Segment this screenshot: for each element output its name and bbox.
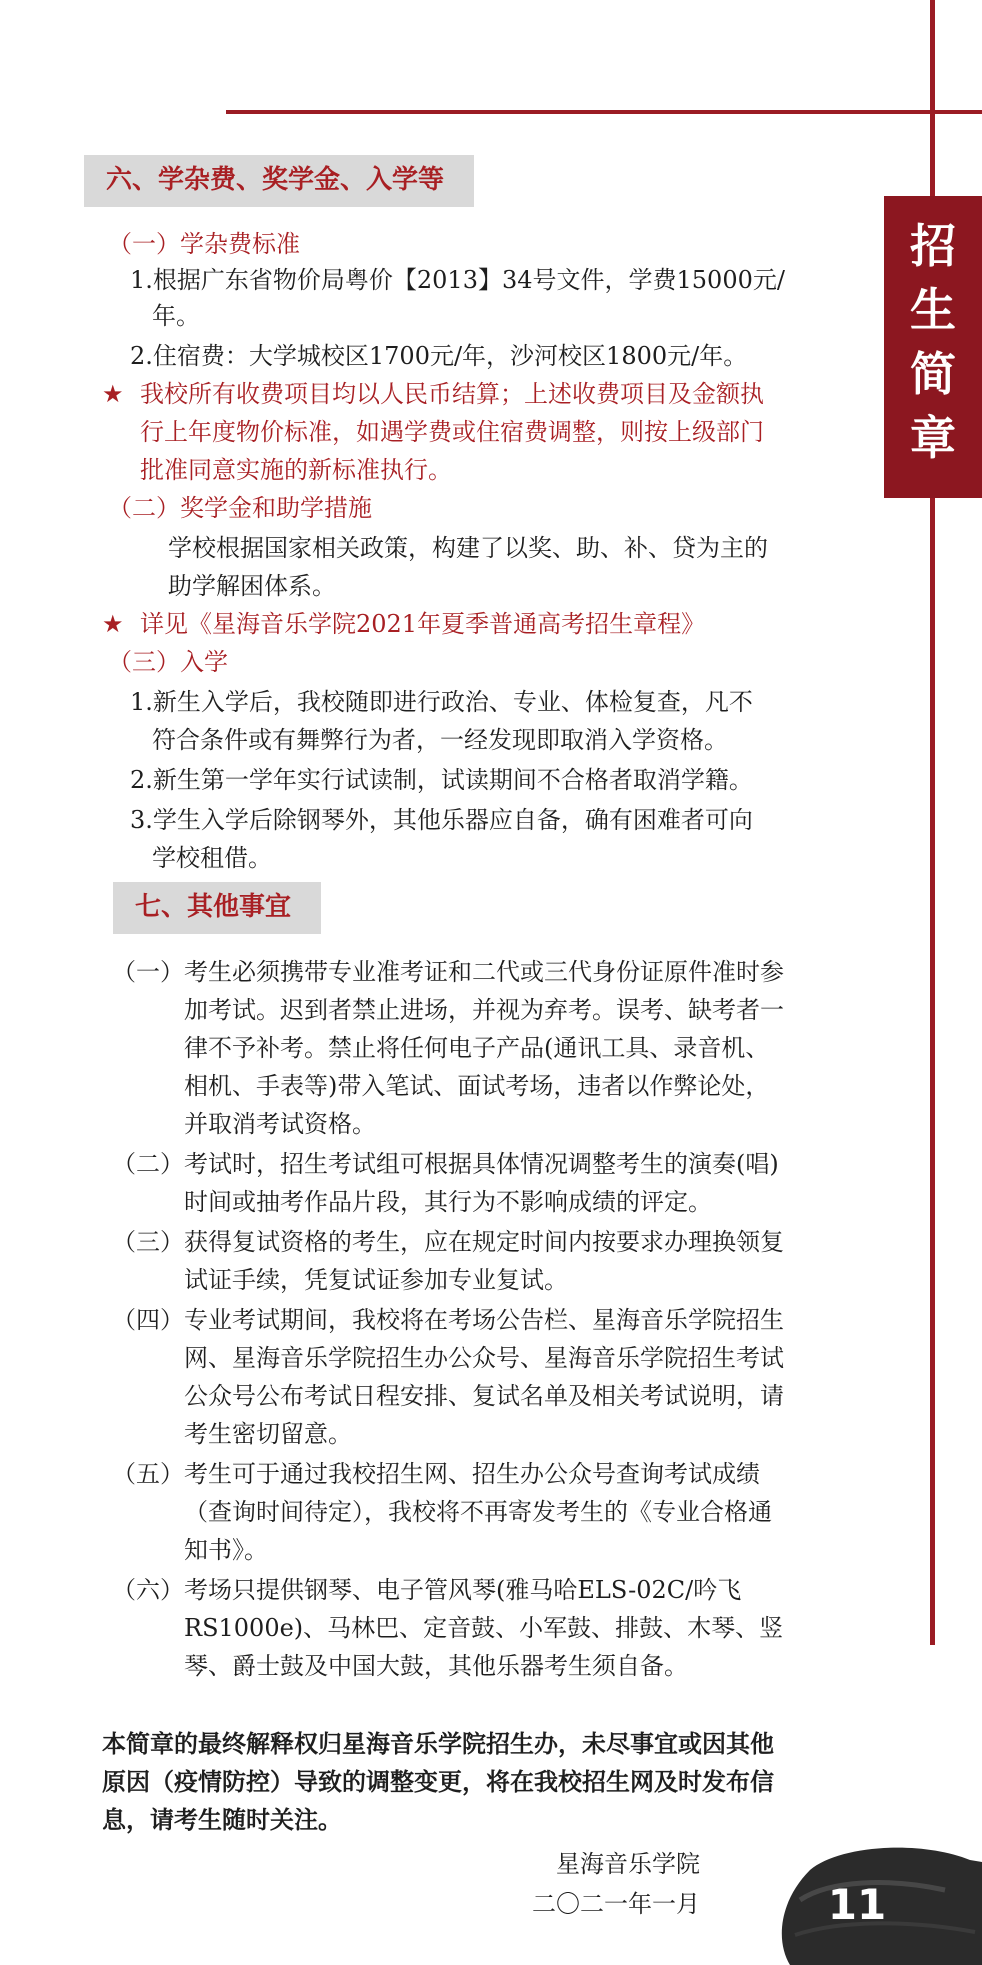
other-item-line: 律不予补考。禁止将任何电子产品(通讯工具、录音机、 — [184, 1034, 770, 1062]
aid-line-1: 学校根据国家相关政策，构建了以奖、助、补、贷为主的 — [168, 534, 768, 562]
charter-reference: 详见《星海音乐学院2021年夏季普通高考招生章程》 — [140, 610, 706, 638]
side-tab-char: 生 — [910, 283, 956, 337]
fee-note-line-1: 我校所有收费项目均以人民币结算；上述收费项目及金额执 — [140, 380, 764, 408]
disclaimer-line-3: 息，请考生随时关注。 — [102, 1805, 342, 1834]
other-item-line: 考试时，招生考试组可根据具体情况调整考生的演奏(唱) — [184, 1150, 779, 1178]
other-item-line: 考生必须携带专业准考证和二代或三代身份证原件准时参 — [184, 958, 784, 986]
subheading-fees: （一）学杂费标准 — [108, 230, 300, 258]
other-item-label: （三） — [112, 1228, 184, 1256]
other-item-line: 网、星海音乐学院招生办公众号、星海音乐学院招生考试 — [184, 1344, 784, 1372]
subheading-enrollment: （三）入学 — [108, 648, 228, 676]
enroll-item-1-line-2: 符合条件或有舞弊行为者，一经发现即取消入学资格。 — [152, 726, 728, 754]
other-item-line: 时间或抽考作品片段，其行为不影响成绩的评定。 — [184, 1188, 712, 1216]
other-item-line: 琴、爵士鼓及中国大鼓，其他乐器考生须自备。 — [184, 1652, 688, 1680]
fee-note-line-3: 批准同意实施的新标准执行。 — [140, 456, 452, 484]
other-item-label: （二） — [112, 1150, 184, 1178]
disclaimer-line-2: 原因（疫情防控）导致的调整变更，将在我校招生网及时发布信 — [102, 1767, 774, 1796]
horizontal-rule — [226, 110, 982, 114]
side-tab-char: 章 — [910, 411, 956, 465]
fee-note-line-2: 行上年度物价标准，如遇学费或住宿费调整，则按上级部门 — [140, 418, 764, 446]
side-tab-char: 简 — [910, 347, 956, 401]
issuer-name: 星海音乐学院 — [556, 1850, 700, 1878]
section-7-title: 七、其他事宜 — [113, 882, 321, 934]
page-number: 11 — [827, 1880, 887, 1929]
issue-date: 二〇二一年一月 — [532, 1890, 700, 1918]
fee-item-2: 2.住宿费：大学城校区1700元/年，沙河校区1800元/年。 — [130, 342, 748, 370]
star-icon: ★ — [102, 380, 124, 408]
subheading-scholarship: （二）奖学金和助学措施 — [108, 494, 372, 522]
fee-item-1-line-2: 年。 — [152, 302, 200, 330]
star-icon: ★ — [102, 610, 124, 638]
side-tab-char: 招 — [910, 219, 956, 273]
other-item-line: 试证手续，凭复试证参加专业复试。 — [184, 1266, 568, 1294]
other-item-label: （四） — [112, 1306, 184, 1334]
other-item-line: RS1000e)、马林巴、定音鼓、小军鼓、排鼓、木琴、竖 — [184, 1614, 784, 1642]
side-tab — [884, 196, 982, 498]
other-item-line: 知书》。 — [184, 1536, 268, 1564]
other-item-line: 公众号公布考试日程安排、复试名单及相关考试说明，请 — [184, 1382, 784, 1410]
other-item-line: 考场只提供钢琴、电子管风琴(雅马哈ELS-02C/吟飞 — [184, 1576, 742, 1604]
fee-item-1-line-1: 1.根据广东省物价局粤价【2013】34号文件，学费15000元/ — [130, 266, 785, 294]
other-item-line: 相机、手表等)带入笔试、面试考场，违者以作弊论处， — [184, 1072, 770, 1100]
enroll-item-1-line-1: 1.新生入学后，我校随即进行政治、专业、体检复查，凡不 — [130, 688, 753, 716]
other-item-line: （查询时间待定），我校将不再寄发考生的《专业合格通 — [184, 1498, 772, 1526]
other-item-line: 获得复试资格的考生，应在规定时间内按要求办理换领复 — [184, 1228, 784, 1256]
other-item-line: 考生密切留意。 — [184, 1420, 352, 1448]
section-6-title: 六、学杂费、奖学金、入学等 — [84, 155, 474, 207]
other-item-line: 并取消考试资格。 — [184, 1110, 376, 1138]
other-item-label: （五） — [112, 1460, 184, 1488]
disclaimer-line-1: 本简章的最终解释权归星海音乐学院招生办，未尽事宜或因其他 — [102, 1729, 774, 1758]
other-item-line: 考生可于通过我校招生网、招生办公众号查询考试成绩 — [184, 1460, 760, 1488]
enroll-item-2: 2.新生第一学年实行试读制，试读期间不合格者取消学籍。 — [130, 766, 753, 794]
other-item-label: （一） — [112, 958, 184, 986]
other-item-label: （六） — [112, 1576, 184, 1604]
enroll-item-3-line-2: 学校租借。 — [152, 844, 272, 872]
other-item-line: 专业考试期间，我校将在考场公告栏、星海音乐学院招生 — [184, 1306, 784, 1334]
aid-line-2: 助学解困体系。 — [168, 572, 336, 600]
enroll-item-3-line-1: 3.学生入学后除钢琴外，其他乐器应自备，确有困难者可向 — [130, 806, 753, 834]
other-item-line: 加考试。迟到者禁止进场，并视为弃考。误考、缺考者一 — [184, 996, 784, 1024]
